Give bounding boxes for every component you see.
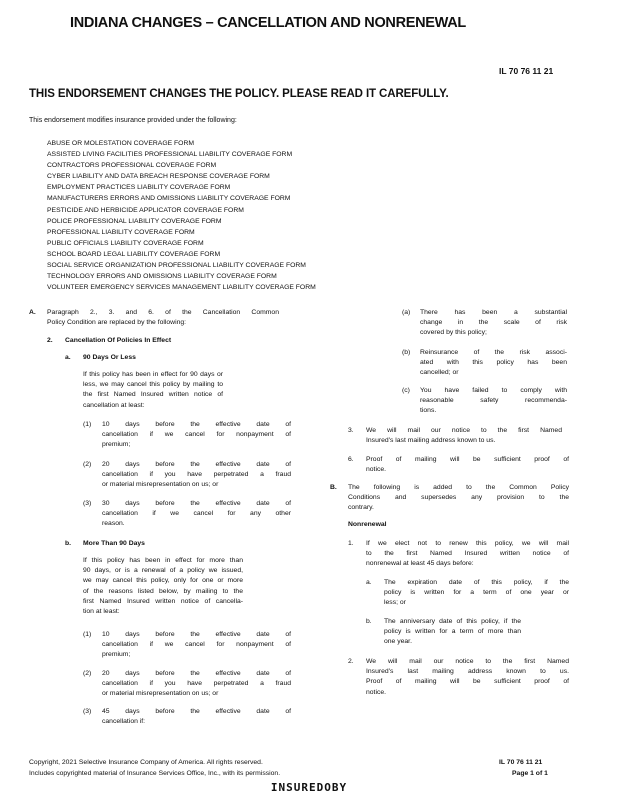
nonrenewal-1b: policy is written for a term of more than [384, 628, 521, 636]
sub-clause: You have failed to comply with [420, 387, 567, 394]
coverage-form-item: VOLUNTEER EMERGENCY SERVICES MANAGEMENT LIABILITY COVERAGE FORM [47, 284, 316, 292]
section-b-text: The following is added to the Common Policy [348, 484, 569, 491]
item-a-clause: or material misrepresentation on us; or [102, 481, 219, 489]
item-a-clause-number: (2) [83, 461, 92, 468]
coverage-form-item: POLICE PROFESSIONAL LIABILITY COVERAGE FORM [47, 217, 222, 225]
section-a-intro: Paragraph 2., 3. and 6. of the Cancellation Common [47, 309, 279, 316]
item-a-clause: cancellation if we cancel for any other [102, 510, 291, 518]
coverage-form-item: SOCIAL SERVICE ORGANIZATION PROFESSIONAL LIABILITY COVERAGE FORM [47, 262, 306, 270]
item-a-clause: 10 days before the effective date of [102, 421, 291, 428]
nonrenewal-1-number: 1. [348, 540, 354, 547]
item-b-clause-number: (3) [83, 708, 92, 715]
item-6-number: 6. [348, 456, 354, 463]
coverage-form-item: EMPLOYMENT PRACTICES LIABILITY COVERAGE FORM [47, 184, 231, 192]
item-a-clause-number: (1) [83, 421, 92, 428]
item-a-text: the first Named Insured written notice of [83, 391, 223, 399]
coverage-form-item: TECHNOLOGY ERRORS AND OMISSIONS LIABILITY COVERAGE FORM [47, 273, 277, 281]
nonrenewal-1a: less; or [384, 599, 406, 607]
item-b-clause: or material misrepresentation on us; or [102, 690, 219, 698]
coverage-form-item: PROFESSIONAL LIABILITY COVERAGE FORM [47, 228, 195, 236]
nonrenewal-2: We will mail our notice to the first Named [366, 658, 569, 665]
coverage-form-item: SCHOOL BOARD LEGAL LIABILITY COVERAGE FORM [47, 250, 221, 258]
item-b-clause: 45 days before the effective date of [102, 708, 291, 715]
sub-clause-number: (c) [402, 387, 410, 394]
sub-clause-number: (b) [402, 349, 411, 356]
item-3: We will mail our notice to the first Named [366, 427, 562, 434]
item-b-text: tion at least: [83, 608, 120, 615]
cancellation-heading: Cancellation Of Policies In Effect [65, 337, 172, 344]
section-b-text: contrary. [348, 504, 374, 512]
sub-clause: ated with this policy has been [420, 359, 567, 367]
nonrenewal-1a: The expiration date of this policy, if the [384, 579, 569, 586]
item-b-text: we may cancel this policy, only for one or more [83, 577, 243, 585]
coverage-form-item: CONTRACTORS PROFESSIONAL COVERAGE FORM [47, 162, 217, 170]
nonrenewal-2: Insured's last mailing address known to us. [366, 668, 569, 676]
nonrenewal-1a-number: a. [366, 579, 372, 586]
item-b-clause: 20 days before the effective date of [102, 670, 291, 677]
coverage-forms-list [47, 138, 316, 293]
item-3-number: 3. [348, 427, 354, 434]
item-b-clause: cancellation if: [102, 718, 146, 726]
coverage-form-item: PUBLIC OFFICIALS LIABILITY COVERAGE FORM [47, 239, 204, 247]
nonrenewal-1b: The anniversary date of this policy, if the [384, 618, 521, 625]
item-b-text: of the reasons listed below, by mailing to the [83, 587, 243, 595]
sub-clause: cancelled; or [420, 369, 459, 377]
page-number: Page 1 of 1 [512, 770, 548, 777]
form-number: IL 70 76 11 21 [499, 66, 554, 76]
sub-clause: tions. [420, 407, 437, 415]
nonrenewal-1b: one year. [384, 638, 412, 646]
sub-clause: reasonable safety recommenda- [420, 397, 567, 405]
item-a-clause: reason. [102, 520, 125, 528]
item-a-text: cancellation at least: [83, 401, 145, 409]
section-a-intro: Policy Condition are replaced by the following: [47, 319, 187, 327]
item-a-clause: 30 days before the effective date of [102, 500, 291, 507]
item-b-text: If this policy has been in effect for more than [83, 557, 243, 564]
item-3: Insured's last mailing address known to us. [366, 437, 496, 445]
item-a-clause: cancellation if we cancel for nonpayment of [102, 431, 291, 439]
item-2-number: 2. [47, 337, 53, 344]
item-b-clause: cancellation if you have perpetrated a fraud [102, 680, 291, 688]
page-title: INDIANA CHANGES – CANCELLATION AND NONRENEWAL [70, 15, 466, 31]
item-b-clause-number: (1) [83, 631, 92, 638]
nonrenewal-2-number: 2. [348, 658, 354, 665]
item-b-clause: 10 days before the effective date of [102, 631, 291, 638]
nonrenewal-2: notice. [366, 688, 387, 696]
nonrenewal-1: If we elect not to renew this policy, we will mail [366, 540, 569, 547]
brand-watermark: INSUREDOBY [270, 781, 348, 794]
more-than-ninety-days-heading: More Than 90 Days [83, 540, 145, 547]
section-a-label: A. [29, 309, 36, 316]
item-b-clause: premium; [102, 651, 131, 659]
item-6: notice. [366, 466, 387, 474]
coverage-form-item: ABUSE OR MOLESTATION COVERAGE FORM [47, 140, 195, 147]
coverage-form-item: ASSISTED LIVING FACILITIES PROFESSIONAL LIABILITY COVERAGE FORM [47, 151, 293, 159]
item-b-label: b. [65, 540, 72, 547]
sub-clause: covered by this policy; [420, 329, 487, 337]
sub-clause: change in the scale of risk [420, 319, 567, 327]
sub-clause: Reinsurance of the risk associ- [420, 349, 567, 356]
item-b-clause: cancellation if we cancel for nonpayment of [102, 641, 291, 649]
item-a-text: If this policy has been in effect for 90 days or [83, 371, 223, 378]
footer-form-number: IL 70 76 11 21 [499, 759, 543, 766]
item-a-text: less, we may cancel this policy by mailing to [83, 381, 223, 389]
coverage-form-item: MANUFACTURERS ERRORS AND OMISSIONS LIABILITY COVERAGE FORM [47, 195, 291, 203]
item-b-text: 90 days, or is a renewal of a policy we issued, [83, 567, 243, 575]
copyright-line: Copyright, 2021 Selective Insurance Company of America. All rights reserved. [29, 759, 263, 766]
coverage-form-item: PESTICIDE AND HERBICIDE APPLICATOR COVERAGE FORM [47, 206, 244, 214]
sub-clause: There has been a substantial [420, 309, 567, 316]
nonrenewal-heading: Nonrenewal [348, 521, 387, 528]
section-b-text: Conditions and supersedes any provision to the [348, 494, 569, 502]
item-a-clause: premium; [102, 441, 131, 449]
section-b-label: B. [330, 484, 337, 491]
item-a-clause: cancellation if you have perpetrated a fraud [102, 471, 291, 479]
item-a-clause: 20 days before the effective date of [102, 461, 291, 468]
nonrenewal-2: Proof of mailing will be sufficient proof of [366, 678, 569, 686]
endorsement-notice: THIS ENDORSEMENT CHANGES THE POLICY. PLEASE READ IT CAREFULLY. [29, 88, 449, 100]
nonrenewal-1: nonrenewal at least 45 days before: [366, 560, 474, 568]
ninety-days-or-less-heading: 90 Days Or Less [83, 354, 136, 361]
item-a-label: a. [65, 354, 71, 361]
nonrenewal-1: to the first Named Insured written notice of [366, 550, 569, 558]
sub-clause-number: (a) [402, 309, 411, 316]
coverage-form-item: CYBER LIABILITY AND DATA BREACH RESPONSE COVERAGE FORM [47, 173, 270, 181]
item-b-clause-number: (2) [83, 670, 92, 677]
item-a-clause-number: (3) [83, 500, 92, 507]
nonrenewal-1b-number: b. [366, 618, 372, 625]
nonrenewal-1a: policy is written for a term of one year or [384, 589, 569, 597]
item-b-text: first Named Insured written notice of cancella- [83, 597, 243, 605]
includes-line: Includes copyrighted material of Insurance Services Office, Inc., with its permission. [29, 770, 281, 777]
intro-text: This endorsement modifies insurance provided under the following: [29, 117, 237, 124]
item-6: Proof of mailing will be sufficient proof of [366, 456, 569, 463]
